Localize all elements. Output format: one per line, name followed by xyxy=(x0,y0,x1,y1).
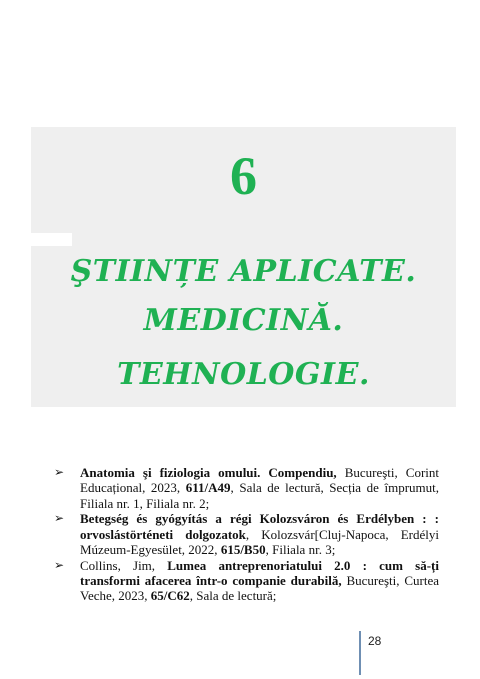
entry-shelf-mark: 65/C62 xyxy=(150,588,190,604)
entry-shelf-mark: 611/A49 xyxy=(185,480,231,496)
arrow-bullet-icon: ➢ xyxy=(54,511,65,526)
entry-shelf-mark: 615/B50 xyxy=(220,541,266,557)
bibliography-entry xyxy=(54,465,439,511)
arrow-bullet-icon: ➢ xyxy=(54,557,65,572)
entry-publisher: Bucureşti, Corint Educațional, 2023, xyxy=(80,465,440,496)
chapter-number: 6 xyxy=(230,146,257,206)
chapter-title-line-1: ŞTIINȚE APLICATE. xyxy=(70,254,417,289)
entry-locations: , Filiala nr. 3; xyxy=(265,541,336,557)
entry-locations: , Sala de lectură; xyxy=(189,588,277,604)
banner-notch xyxy=(31,233,72,246)
entry-title: Betegség és gyógyítás a régi Kolozsváron és Erdélyben : : orvoslástörténeti dolgozatok xyxy=(80,511,439,542)
entry-publisher: Bucureşti, Curtea Veche, 2023, xyxy=(80,573,440,604)
bibliography-entry xyxy=(54,558,439,604)
entry-locations: , Sala de lectură, Secția de împrumut, Filiala nr. 1, Filiala nr. 2; xyxy=(80,480,440,511)
entry-title: Lumea antreprenoriatului 2.0 : cum să-ți transformi afacerea într-o companie durabilă, xyxy=(80,557,439,589)
entry-title: Anatomia şi fiziologia omului. Compendiu, xyxy=(80,465,337,480)
entry-publisher: , Kolozsvár[Cluj-Napoca, Erdélyi Múzeum-Egyesület, 2022, xyxy=(80,526,439,557)
page-number: 28 xyxy=(368,634,382,648)
page-number-rule xyxy=(359,631,361,675)
chapter-title-line-2: MEDICINĂ. xyxy=(143,303,344,338)
bibliography-entry xyxy=(54,511,439,557)
bibliography-list xyxy=(54,465,439,604)
chapter-title-line-3: TEHNOLOGIE. xyxy=(117,357,370,392)
entry-author: Collins, Jim, xyxy=(80,557,168,573)
arrow-bullet-icon: ➢ xyxy=(54,465,65,479)
